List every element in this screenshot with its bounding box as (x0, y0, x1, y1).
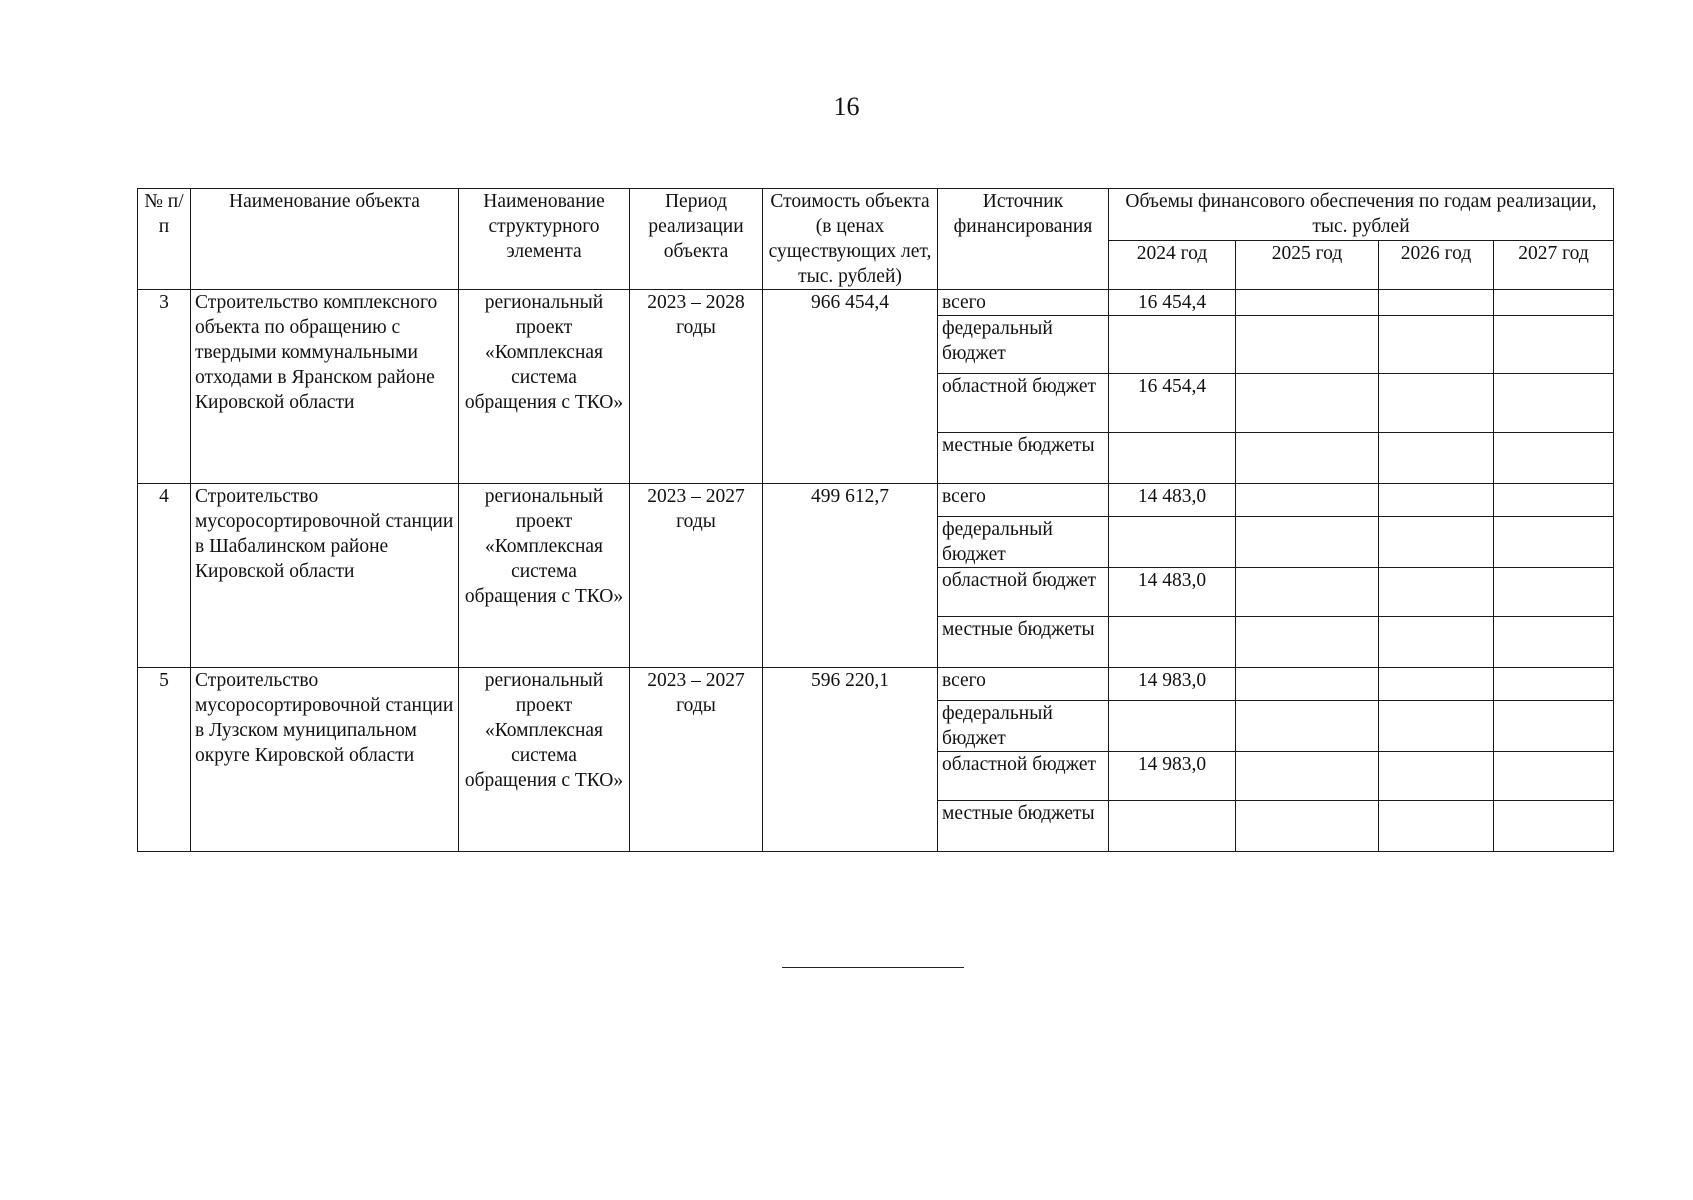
header-year-2025: 2025 год (1236, 240, 1379, 290)
value-2027 (1494, 484, 1614, 517)
value-2025 (1236, 433, 1379, 484)
value-2026 (1379, 433, 1494, 484)
header-year-2024: 2024 год (1109, 240, 1236, 290)
header-year-2026: 2026 год (1379, 240, 1494, 290)
structural-element: региональный проект «Комплексная система обращения с ТКО» (459, 668, 630, 852)
value-2027 (1494, 701, 1614, 752)
source-label: всего (938, 290, 1109, 316)
header-cost: Стоимость объекта (в ценах существующих лет, тыс. рублей) (763, 189, 938, 290)
value-2025 (1236, 617, 1379, 668)
source-label: местные бюджеты (938, 617, 1109, 668)
value-2027 (1494, 517, 1614, 568)
source-label: областной бюджет (938, 568, 1109, 617)
value-2027 (1494, 801, 1614, 852)
value-2024 (1109, 433, 1236, 484)
value-2024 (1109, 801, 1236, 852)
value-2024: 14 483,0 (1109, 568, 1236, 617)
value-2025 (1236, 701, 1379, 752)
source-label: местные бюджеты (938, 801, 1109, 852)
value-2027 (1494, 568, 1614, 617)
implementation-period: 2023 – 2027 годы (630, 484, 763, 668)
value-2026 (1379, 701, 1494, 752)
table-row (138, 668, 1614, 701)
source-label: федеральный бюджет (938, 517, 1109, 568)
value-2025 (1236, 801, 1379, 852)
value-2026 (1379, 752, 1494, 801)
value-2026 (1379, 568, 1494, 617)
source-label: областной бюджет (938, 374, 1109, 433)
value-2025 (1236, 316, 1379, 374)
header-object-name: Наименование объекта (191, 189, 459, 290)
source-label: всего (938, 668, 1109, 701)
value-2027 (1494, 290, 1614, 316)
value-2024: 14 983,0 (1109, 752, 1236, 801)
source-label: местные бюджеты (938, 433, 1109, 484)
table-row (138, 484, 1614, 517)
value-2024 (1109, 701, 1236, 752)
implementation-period: 2023 – 2028 годы (630, 290, 763, 484)
object-name: Строительство комплексного объекта по обращению с твердыми коммунальными отходами в Яранском районе Кировской области (191, 290, 459, 484)
value-2024: 14 483,0 (1109, 484, 1236, 517)
value-2027 (1494, 617, 1614, 668)
value-2024 (1109, 316, 1236, 374)
table-body (138, 290, 1614, 852)
structural-element: региональный проект «Комплексная система обращения с ТКО» (459, 484, 630, 668)
value-2025 (1236, 752, 1379, 801)
object-cost: 966 454,4 (763, 290, 938, 484)
row-num: 4 (138, 484, 191, 668)
value-2027 (1494, 668, 1614, 701)
table-row (138, 290, 1614, 316)
row-num: 3 (138, 290, 191, 484)
value-2025 (1236, 517, 1379, 568)
source-label: федеральный бюджет (938, 316, 1109, 374)
value-2027 (1494, 752, 1614, 801)
value-2027 (1494, 316, 1614, 374)
value-2026 (1379, 290, 1494, 316)
header-row (138, 189, 1614, 241)
object-name: Строительство мусоросортировочной станции в Лузском муниципальном округе Кировской области (191, 668, 459, 852)
value-2026 (1379, 617, 1494, 668)
header-period: Период реализации объекта (630, 189, 763, 290)
value-2025 (1236, 484, 1379, 517)
structural-element: региональный проект «Комплексная система обращения с ТКО» (459, 290, 630, 484)
value-2026 (1379, 801, 1494, 852)
implementation-period: 2023 – 2027 годы (630, 668, 763, 852)
value-2025 (1236, 668, 1379, 701)
value-2024: 16 454,4 (1109, 374, 1236, 433)
value-2026 (1379, 316, 1494, 374)
value-2024: 14 983,0 (1109, 668, 1236, 701)
source-label: областной бюджет (938, 752, 1109, 801)
header-source: Источник финансирования (938, 189, 1109, 290)
header-year-2027: 2027 год (1494, 240, 1614, 290)
value-2026 (1379, 517, 1494, 568)
value-2026 (1379, 374, 1494, 433)
row-num: 5 (138, 668, 191, 852)
value-2027 (1494, 433, 1614, 484)
header-num: № п/п (138, 189, 191, 290)
object-cost: 596 220,1 (763, 668, 938, 852)
value-2024 (1109, 617, 1236, 668)
value-2025 (1236, 290, 1379, 316)
value-2026 (1379, 668, 1494, 701)
end-divider-line (782, 967, 964, 968)
value-2025 (1236, 568, 1379, 617)
value-2026 (1379, 484, 1494, 517)
source-label: всего (938, 484, 1109, 517)
value-2025 (1236, 374, 1379, 433)
value-2024 (1109, 517, 1236, 568)
object-name: Строительство мусоросортировочной станции в Шабалинском районе Кировской области (191, 484, 459, 668)
financing-table (137, 188, 1614, 852)
page-number: 16 (833, 92, 860, 121)
object-cost: 499 612,7 (763, 484, 938, 668)
header-structural-element: Наименование структурного элемента (459, 189, 630, 290)
header-volumes: Объемы финансового обеспечения по годам реализации, тыс. рублей (1109, 189, 1614, 241)
value-2024: 16 454,4 (1109, 290, 1236, 316)
value-2027 (1494, 374, 1614, 433)
source-label: федеральный бюджет (938, 701, 1109, 752)
